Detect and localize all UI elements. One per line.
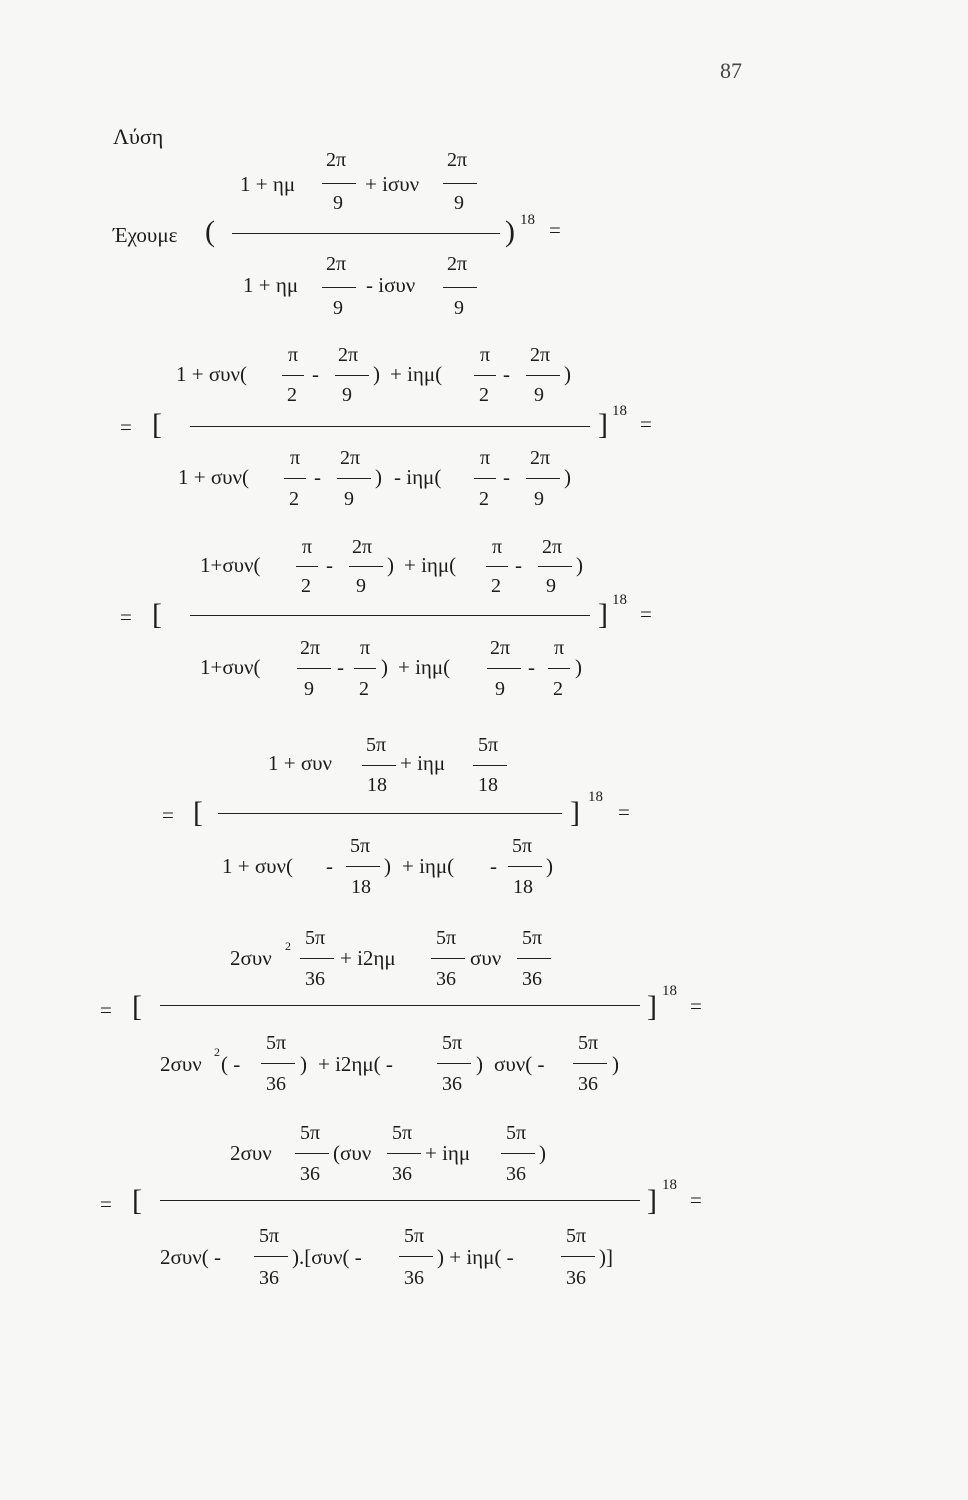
main-fraction-bar <box>190 426 590 427</box>
frac-num: 2π <box>300 637 321 659</box>
frac-bar <box>508 866 542 867</box>
minus-sign: - <box>490 854 497 878</box>
frac-den: 2 <box>479 488 489 510</box>
close-bracket: ] <box>598 408 608 441</box>
close-paren: ) <box>505 215 515 248</box>
frac-num: 5π <box>404 1225 425 1247</box>
equals-sign: = <box>162 803 174 827</box>
frac-num: 5π <box>305 927 326 949</box>
den-term: - iημ( <box>394 465 442 489</box>
equals-sign: = <box>100 1192 112 1216</box>
num-term: + iημ <box>425 1141 471 1165</box>
den-term: + i2ημ( - <box>318 1052 393 1076</box>
frac-bar <box>501 1153 535 1154</box>
open-paren: ( <box>205 215 215 248</box>
num-term: + iημ( <box>390 362 443 386</box>
den-term: συν( - <box>494 1052 545 1076</box>
paren: ) <box>387 553 394 577</box>
minus-sign: - <box>528 655 535 679</box>
minus-sign: - <box>515 553 522 577</box>
frac-bar <box>443 287 477 288</box>
frac-den: 2 <box>301 575 311 597</box>
main-fraction-bar <box>160 1200 640 1201</box>
minus-sign: - <box>312 362 319 386</box>
den-term: 2συν( - <box>160 1245 221 1269</box>
intro-text: Έχουμε <box>113 223 178 247</box>
num-term: 1+συν( <box>200 553 261 577</box>
frac-bar <box>399 1256 433 1257</box>
equals-sign: = <box>640 602 652 626</box>
paren: ) <box>576 553 583 577</box>
frac-bar <box>337 478 371 479</box>
frac-bar <box>486 566 508 567</box>
paren: ) <box>564 465 571 489</box>
frac-num: 2π <box>530 447 551 469</box>
frac-bar <box>487 668 521 669</box>
frac-bar <box>322 183 356 184</box>
frac-den: 2 <box>287 384 297 406</box>
equals-sign: = <box>690 1188 702 1212</box>
frac-num: π <box>492 536 503 558</box>
frac-den: 9 <box>534 384 544 406</box>
frac-num: 5π <box>392 1122 413 1144</box>
exponent: 18 <box>612 592 627 608</box>
num-term: 1 + ημ <box>240 172 296 196</box>
frac-den: 2 <box>289 488 299 510</box>
frac-den: 36 <box>522 968 542 990</box>
num-term: 1 + συν <box>268 751 333 775</box>
frac-num: π <box>360 637 371 659</box>
paren: ) <box>575 655 582 679</box>
solution-heading: Λύση <box>113 124 164 149</box>
frac-den: 36 <box>266 1073 286 1095</box>
frac-num: 5π <box>442 1032 463 1054</box>
exponent: 18 <box>612 403 627 419</box>
frac-den: 18 <box>351 876 371 898</box>
frac-den: 9 <box>495 678 505 700</box>
frac-num: 2π <box>338 344 359 366</box>
equals-sign: = <box>640 412 652 436</box>
paren: ) <box>539 1141 546 1165</box>
frac-bar <box>561 1256 595 1257</box>
close-bracket: ] <box>570 796 580 829</box>
den-term: + iημ( <box>398 655 451 679</box>
frac-den: 9 <box>454 192 464 214</box>
den-term: 1 + ημ <box>243 273 299 297</box>
close-bracket: ] <box>647 1184 657 1217</box>
minus-sign: - <box>314 465 321 489</box>
frac-den: 18 <box>367 774 387 796</box>
frac-num: π <box>288 344 299 366</box>
frac-den: 36 <box>566 1267 586 1289</box>
frac-num: π <box>480 344 491 366</box>
frac-bar <box>437 1063 471 1064</box>
open-bracket: [ <box>193 796 203 829</box>
frac-num: 5π <box>512 835 533 857</box>
den-term: 1 + συν( <box>222 854 294 878</box>
frac-den: 2 <box>553 678 563 700</box>
frac-den: 18 <box>513 876 533 898</box>
paren: ) <box>384 854 391 878</box>
frac-den: 9 <box>304 678 314 700</box>
den-term: - iσυν <box>366 273 416 297</box>
equals-sign: = <box>618 800 630 824</box>
num-term: (συν <box>333 1141 372 1165</box>
frac-bar <box>473 765 507 766</box>
frac-bar <box>349 566 383 567</box>
minus-sign: - <box>326 553 333 577</box>
frac-num: 5π <box>350 835 371 857</box>
exponent: 18 <box>520 212 535 228</box>
den-term: + iημ( <box>402 854 455 878</box>
frac-bar <box>517 958 551 959</box>
num-term: + iημ <box>400 751 446 775</box>
frac-den: 18 <box>478 774 498 796</box>
frac-bar <box>295 1153 329 1154</box>
exponent: 18 <box>662 983 677 999</box>
frac-num: π <box>290 447 301 469</box>
equals-sign: = <box>120 415 132 439</box>
frac-num: π <box>554 637 565 659</box>
frac-bar <box>346 866 380 867</box>
paren: ) <box>300 1052 307 1076</box>
frac-bar <box>261 1063 295 1064</box>
frac-bar <box>474 375 496 376</box>
frac-bar <box>548 668 570 669</box>
frac-den: 2 <box>491 575 501 597</box>
frac-num: 5π <box>259 1225 280 1247</box>
num-term: + iσυν <box>365 172 420 196</box>
num-term: 2συν <box>230 1141 272 1165</box>
frac-bar <box>296 566 318 567</box>
frac-bar <box>254 1256 288 1257</box>
frac-num: 2π <box>447 253 468 275</box>
paren: ) <box>612 1052 619 1076</box>
frac-bar <box>335 375 369 376</box>
frac-bar <box>431 958 465 959</box>
frac-num: 5π <box>566 1225 587 1247</box>
equals-sign: = <box>120 605 132 629</box>
main-fraction-bar <box>218 813 562 814</box>
den-term: 1+συν( <box>200 655 261 679</box>
frac-bar <box>573 1063 607 1064</box>
paren: ) <box>375 465 382 489</box>
minus-sign: - <box>337 655 344 679</box>
paren: ) <box>476 1052 483 1076</box>
square-exponent: 2 <box>285 939 291 953</box>
minus-sign: - <box>503 362 510 386</box>
frac-bar <box>297 668 331 669</box>
num-term: + i2ημ <box>340 946 396 970</box>
num-term: συν <box>470 946 502 970</box>
equals-sign: = <box>549 218 561 242</box>
frac-den: 36 <box>259 1267 279 1289</box>
frac-num: 5π <box>506 1122 527 1144</box>
frac-num: 5π <box>436 927 457 949</box>
frac-num: π <box>480 447 491 469</box>
frac-num: 5π <box>366 734 387 756</box>
square-exponent: 2 <box>214 1045 220 1059</box>
frac-den: 36 <box>300 1163 320 1185</box>
open-bracket: [ <box>152 408 162 441</box>
close-bracket: ] <box>598 598 608 631</box>
minus-sign: - <box>503 465 510 489</box>
equals-sign: = <box>690 994 702 1018</box>
frac-bar <box>284 478 306 479</box>
close-bracket: ] <box>647 990 657 1023</box>
frac-num: 2π <box>530 344 551 366</box>
frac-num: 2π <box>490 637 511 659</box>
frac-num: 2π <box>352 536 373 558</box>
frac-bar <box>474 478 496 479</box>
frac-bar <box>526 375 560 376</box>
frac-num: 5π <box>522 927 543 949</box>
frac-num: 2π <box>542 536 563 558</box>
frac-den: 36 <box>578 1073 598 1095</box>
main-fraction-bar <box>232 233 500 234</box>
frac-den: 9 <box>454 297 464 319</box>
paren: )] <box>599 1245 613 1269</box>
frac-den: 36 <box>506 1163 526 1185</box>
num-term: 2συν <box>230 946 272 970</box>
frac-num: 5π <box>578 1032 599 1054</box>
main-fraction-bar <box>160 1005 640 1006</box>
frac-den: 36 <box>436 968 456 990</box>
frac-den: 36 <box>305 968 325 990</box>
frac-den: 36 <box>404 1267 424 1289</box>
page-number: 87 <box>720 58 742 83</box>
frac-den: 9 <box>333 192 343 214</box>
frac-bar <box>354 668 376 669</box>
paren: ) <box>381 655 388 679</box>
frac-den: 2 <box>359 678 369 700</box>
frac-bar <box>387 1153 421 1154</box>
num-term: + iημ( <box>404 553 457 577</box>
frac-bar <box>300 958 334 959</box>
frac-bar <box>282 375 304 376</box>
paren: ) <box>373 362 380 386</box>
exponent: 18 <box>588 789 603 805</box>
frac-den: 9 <box>356 575 366 597</box>
frac-den: 9 <box>534 488 544 510</box>
equals-sign: = <box>100 998 112 1022</box>
den-term: 2συν <box>160 1052 202 1076</box>
frac-num: π <box>302 536 313 558</box>
minus-sign: - <box>326 854 333 878</box>
den-term: ).[συν( - <box>292 1245 362 1269</box>
den-term: ( - <box>221 1052 241 1076</box>
frac-bar <box>362 765 396 766</box>
frac-den: 9 <box>342 384 352 406</box>
den-term: 1 + συν( <box>178 465 250 489</box>
frac-num: 2π <box>340 447 361 469</box>
paren: ) <box>564 362 571 386</box>
exponent: 18 <box>662 1177 677 1193</box>
frac-den: 2 <box>479 384 489 406</box>
frac-bar <box>322 287 356 288</box>
open-bracket: [ <box>132 990 142 1023</box>
frac-bar <box>526 478 560 479</box>
frac-den: 36 <box>392 1163 412 1185</box>
frac-bar <box>443 183 477 184</box>
main-fraction-bar <box>190 615 590 616</box>
frac-den: 36 <box>442 1073 462 1095</box>
frac-den: 9 <box>333 297 343 319</box>
open-bracket: [ <box>132 1184 142 1217</box>
frac-den: 9 <box>344 488 354 510</box>
frac-num: 2π <box>326 253 347 275</box>
num-term: 1 + συν( <box>176 362 248 386</box>
frac-num: 5π <box>300 1122 321 1144</box>
frac-num: 2π <box>447 149 468 171</box>
paren: ) <box>546 854 553 878</box>
frac-num: 5π <box>478 734 499 756</box>
open-bracket: [ <box>152 598 162 631</box>
frac-num: 2π <box>326 149 347 171</box>
frac-bar <box>538 566 572 567</box>
frac-den: 9 <box>546 575 556 597</box>
frac-num: 5π <box>266 1032 287 1054</box>
den-term: ) + iημ( - <box>437 1245 514 1269</box>
